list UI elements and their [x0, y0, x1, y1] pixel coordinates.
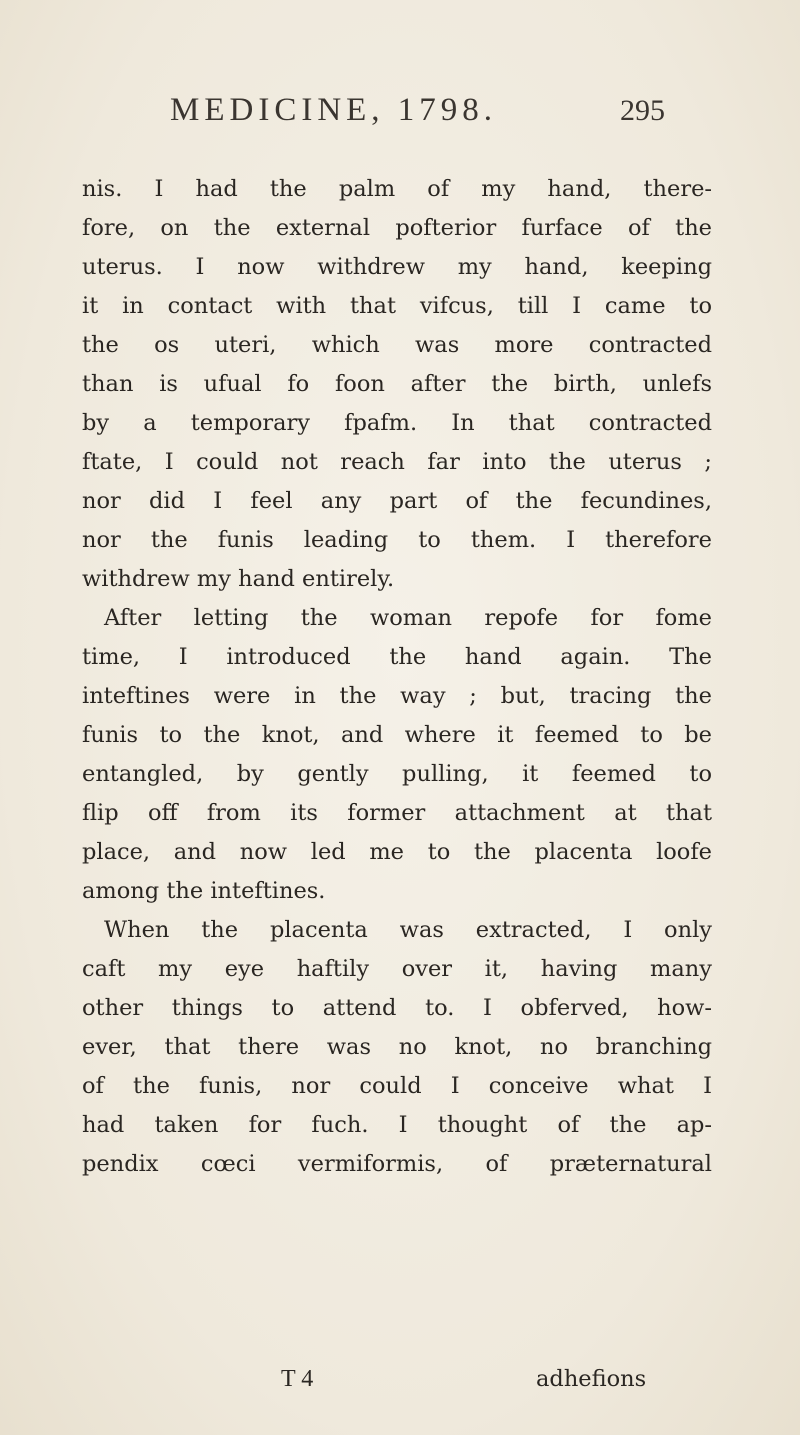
page-number: 295: [620, 94, 665, 127]
text-line: nor did I feel any part of the fecundines,: [82, 488, 712, 514]
text-line: uterus. I now withdrew my hand, keeping: [82, 254, 712, 280]
text-line: caft my eye haftily over it, having many: [82, 956, 712, 982]
text-line: nis. I had the palm of my hand, there-: [82, 176, 712, 202]
text-line: ftate, I could not reach far into the uterus ;: [82, 449, 712, 475]
signature-mark: T 4: [281, 1366, 314, 1392]
running-head: MEDICINE, 1798.: [170, 92, 498, 128]
text-line: After letting the woman repofe for fome: [104, 605, 712, 631]
text-line: other things to attend to. I obferved, how-: [82, 995, 712, 1021]
text-line: time, I introduced the hand again. The: [82, 644, 712, 670]
text-line: nor the funis leading to them. I therefore: [82, 527, 712, 553]
text-line: withdrew my hand entirely.: [82, 566, 395, 592]
text-line: When the placenta was extracted, I only: [104, 917, 712, 943]
text-line: place, and now led me to the placenta loofe: [82, 839, 712, 865]
text-line: ever, that there was no knot, no branching: [82, 1034, 712, 1060]
text-line: of the funis, nor could I conceive what I: [82, 1073, 712, 1099]
text-line: inteftines were in the way ; but, tracing the: [82, 683, 712, 709]
page-header: [0, 92, 800, 140]
text-line: among the inteftines.: [82, 878, 326, 904]
body-text: [82, 170, 712, 1184]
catchword: adhefions: [536, 1366, 647, 1392]
text-line: entangled, by gently pulling, it feemed to: [82, 761, 712, 787]
text-line: pendix cœci vermiformis, of præternatural: [82, 1151, 712, 1177]
page-footer: [0, 1366, 800, 1406]
text-line: flip off from its former attachment at that: [82, 800, 712, 826]
text-line: fore, on the external pofterior furface of the: [82, 215, 712, 241]
text-line: than is ufual fo foon after the birth, unlefs: [82, 371, 712, 397]
text-line: had taken for fuch. I thought of the ap-: [82, 1112, 712, 1138]
text-line: the os uteri, which was more contracted: [82, 332, 712, 358]
text-line: it in contact with that vifcus, till I came to: [82, 293, 712, 319]
text-line: by a temporary fpafm. In that contracted: [82, 410, 712, 436]
text-line: funis to the knot, and where it feemed to be: [82, 722, 712, 748]
